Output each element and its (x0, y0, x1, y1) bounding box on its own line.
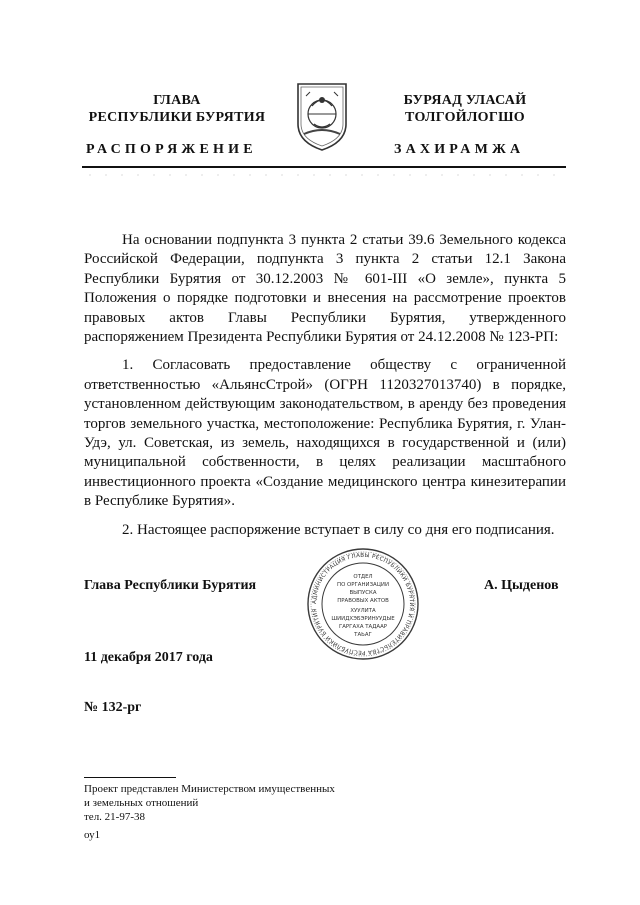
stamp-line-1: ОТДЕЛ (353, 574, 373, 580)
footnote-code: оу1 (84, 829, 101, 841)
stamp-line-7: ГАРГАХА ТАДААР (338, 624, 388, 630)
item-1-paragraph: 1. Согласовать предоставление обществу с ограниченной ответственностью «АльянсСтрой» (ОГРН 1120327013740) в порядке, установленном действующим законодательством, в аренду без проведения торгов земельного участка, местоположение: Республика Бурятия, г. Улан-Удэ, ул. Советская, из земель, находящихся в государственной и (или) муниципальной собственности, в целях реализации масштабного инвестиционного проекта «Создание медицинского центра кинезитерапии в Республике Бурятия». (84, 357, 566, 510)
stamp-ring-text: АДМИНИСТРАЦИЯ ГЛАВЫ РЕСПУБЛИКИ БУРЯТИЯ И ПРАВИТЕЛЬСТВА РЕСПУБЛИКИ БУРЯТИЯ (311, 552, 415, 656)
stamp-line-2: ПО ОРГАНИЗАЦИИ (337, 582, 389, 588)
preamble-paragraph: На основании подпункта 3 пункта 2 статьи 39.6 Земельного кодекса Российской Федерации, подпункта 3 пункта 2 статьи 12.1 Закона Республики Бурятия от 30.12.2003 № 601-III «О земле», пункта 5 Положения о порядке подготовки и внесения на рассмотрение проектов правовых актов Главы Республики Бурятия, утвержденного распоряжением Президента Республики Бурятия от 24.12.2008 № 123-РП: (84, 232, 566, 346)
signatory-name: А. Цыденов (484, 578, 559, 593)
official-stamp (305, 546, 421, 662)
signatory-position: Глава Республики Бурятия (84, 578, 257, 593)
stamp-line-5: ХУУЛИТА (350, 608, 376, 614)
footnote-phone: тел. 21-97-38 (84, 811, 146, 823)
header-dotted-line (82, 174, 566, 176)
header-left (82, 92, 272, 126)
document-body (84, 231, 566, 540)
footnote-line-1: Проект представлен Министерством имущественных (84, 783, 335, 795)
header-left-subtitle: РЕСПУБЛИКИ БУРЯТИЯ (88, 110, 266, 125)
footnote-line-2: и земельных отношений (84, 797, 199, 809)
stamp-line-3: ВЫПУСКА (349, 590, 377, 596)
stamp-line-6: ШИИДХЭБЭРИНУУДЫЕ (331, 616, 395, 622)
footnote (84, 782, 335, 842)
document-number: № 132-рг (84, 700, 142, 715)
doc-type-left: РАСПОРЯЖЕНИЕ (86, 142, 257, 157)
document-date: 11 декабря 2017 года (84, 650, 213, 665)
footnote-divider (84, 777, 176, 778)
stamp-line-4: ПРАВОВЫХ АКТОВ (337, 598, 389, 604)
header-divider (82, 166, 566, 168)
stamp-line-8: ТАЬАГ (354, 632, 372, 638)
header-right-subtitle: ТОЛГОЙЛОГШО (405, 110, 525, 125)
header-right (370, 92, 560, 126)
item-2-paragraph: 2. Настоящее распоряжение вступает в силу со дня его подписания. (122, 521, 555, 538)
header-right-title: БУРЯАД УЛАСАЙ (403, 93, 527, 108)
doc-type-right: ЗАХИРАМЖА (394, 142, 525, 157)
coat-of-arms-icon (294, 80, 350, 152)
header-left-title: ГЛАВА (153, 93, 201, 108)
